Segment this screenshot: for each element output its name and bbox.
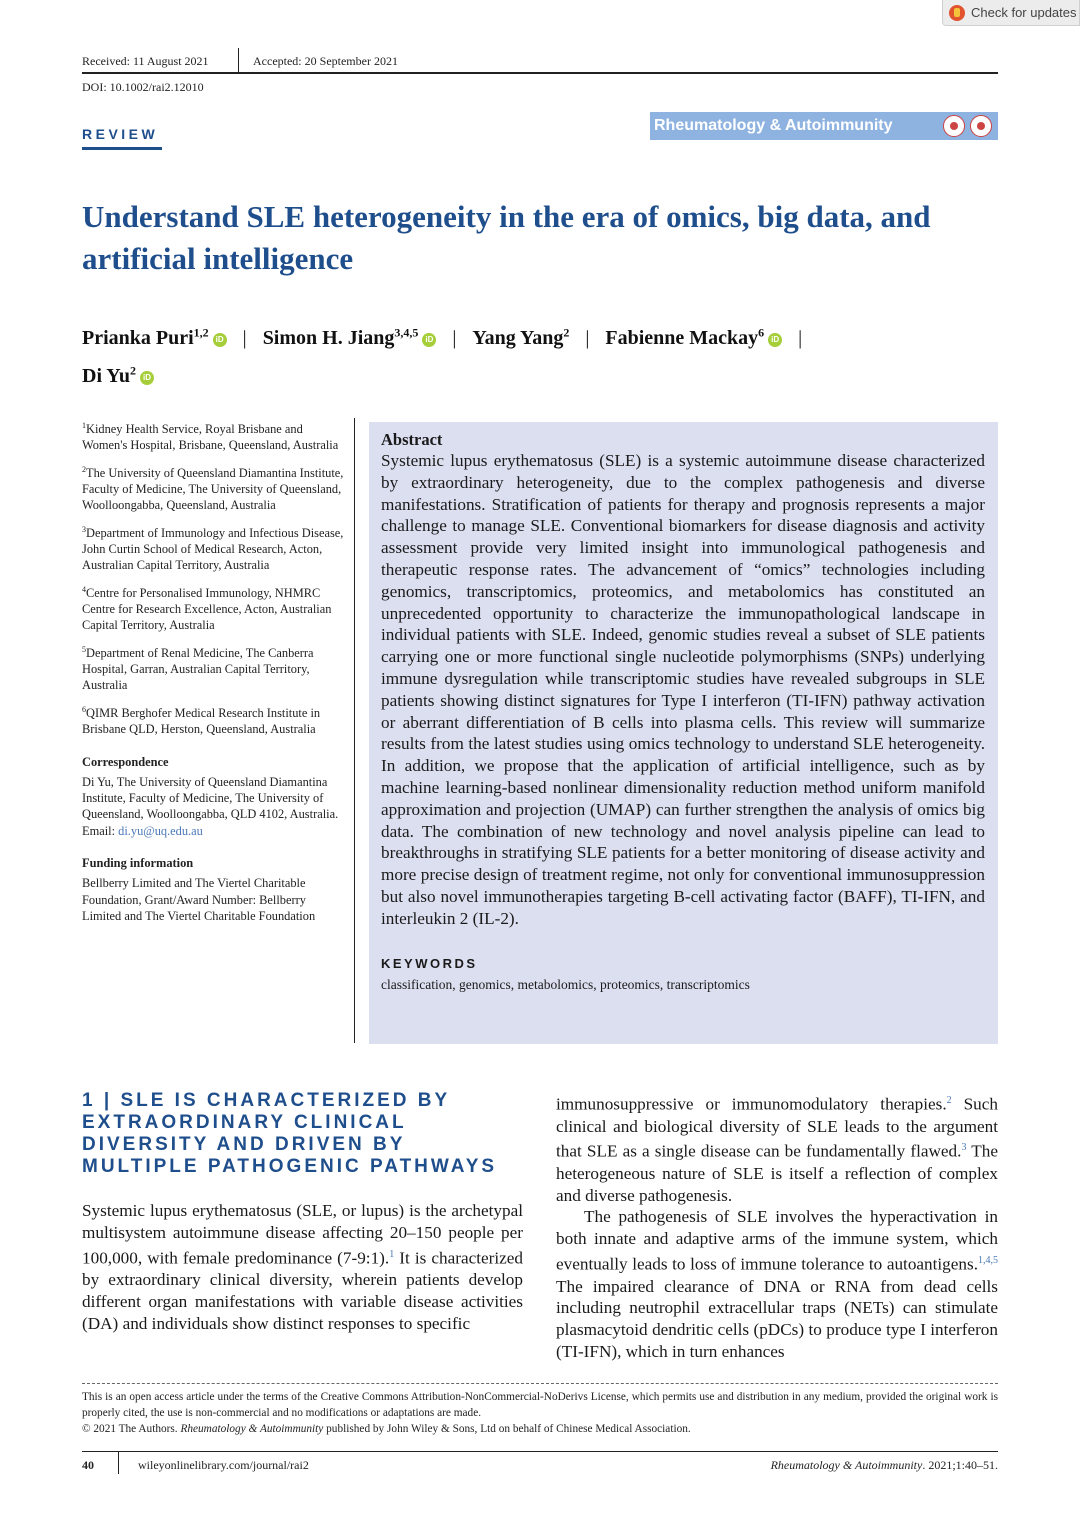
orcid-icon[interactable]: iD — [768, 333, 782, 347]
journal-banner-name: Rheumatology & Autoimmunity — [654, 117, 893, 134]
keywords: classification, genomics, metabolomics, proteomics, transcriptomics — [381, 976, 750, 992]
license-divider — [82, 1383, 998, 1384]
orcid-icon[interactable]: iD — [422, 333, 436, 347]
page-number: 40 — [82, 1458, 94, 1472]
article-type-underline — [82, 147, 162, 150]
citation-link[interactable]: 2 — [946, 1095, 952, 1106]
email-link[interactable]: di.yu@uq.edu.au — [118, 823, 203, 838]
paragraph: The pathogenesis of SLE involves the hyperactivation in both innate and adaptive arms of the immune system, which eventually leads to loss of immune tolerance to autoantigens.$^{1,4,5}$ The impaired clearance of DNA or RNA from dead cells including neutrophil extracellular traps (NETs) can stimulate plasmacytoid dendritic cells (pDCs) to produce type I interferon (TI-IFN), which in turn enhances — [556, 1207, 998, 1361]
citation-link[interactable]: 1 — [389, 1248, 395, 1260]
paragraph: immunosuppressive or immunomodulatory therapies.$^2$ Such clinical and biological diversity of SLE leads to the argument that SLE as a single disease can be fundamentally flawed.$^3$ The heterogeneous nature of SLE is itself a reflection of complex and diverse pathogenesis. — [556, 1094, 998, 1205]
author[interactable]: Prianka Puri$^{1,2}$ — [82, 325, 209, 349]
correspondence-heading: Correspondence — [82, 754, 169, 769]
affiliations-sidebar — [82, 418, 344, 924]
header-rule — [82, 72, 998, 74]
correspondence-email-line: Email: di.yu@uq.edu.au — [82, 823, 203, 838]
affiliation: $^6$QIMR Berghofer Medical Research Institute in Brisbane QLD, Herston, Queensland, Australia — [82, 704, 321, 737]
affiliation: $^2$The University of Queensland Diamantina Institute, Faculty of Medicine, The University of Queensland, Woolloongabba, Queensland, Australia — [82, 464, 344, 513]
author-list: Prianka Puri$^{1,2}$iD | Simon H. Jiang$^{3,4,5}$iD | Yang Yang$^2$ | Fabienne Mackay$^6$iD | Di Yu$^2$iD — [82, 325, 803, 388]
check-for-updates-label: Check for updates — [971, 5, 1077, 20]
sidebar-divider — [354, 418, 355, 1043]
footer-divider — [118, 1452, 119, 1474]
author[interactable]: Di Yu$^2$ — [82, 363, 136, 388]
body-column-left — [82, 1200, 523, 1335]
abstract-text: Systemic lupus erythematosus (SLE) is a systemic autoimmune disease characterized by extraordinary heterogeneity, due to the complex pathogenesis and diverse manifestations. Stratification of patients for therapy and prognosis represents a major challenge to manage SLE. Conventional biomarkers for disease diagnosis and activity assessment provide very limited insight into immunological pathogenesis and therapeutic response rates. The advancement of “omics” technologies including genomics, transcriptomics, proteomics, and metabolomics has constituted an unprecedented opportunity to characterize the immunopathological landscape in individual patients with SLE. Indeed, genomic studies reveal a subset of SLE patients carrying one or more functional single nucleotide polymorphisms (SNPs) underlying immune dysregulation while transcriptomic studies have revealed subgroups in SLE patients showing distinct signatures for Type I interferon (TI-IFN) pathway activation or aberrant differentiation of B cells into plasma cells. This review will summarize results from the latest studies using omics technology to understand SLE heterogeneity. In addition, we propose that the application of artificial intelligence, such as by machine learning-based nonlinear dimensionality reduction method uniform manifold approximation and projection (UMAP) can further strengthen the analysis of omics big data. The combination of new technology and novel analysis pipeline can lead to breakthroughs in stratifying SLE patients for a better monitoring of disease activity and more precise design of treatment regime, not only for conventional immunosuppression but also novel immunotherapies targeting B-cell activating factor (BAFF), TI-IFN, and interleukin 2 (IL-2). — [381, 451, 985, 928]
doi[interactable]: DOI: 10.1002/rai2.12010 — [82, 80, 204, 94]
paragraph: Systemic lupus erythematosus (SLE, or lupus) is the archetypal multisystem autoimmune disease affecting 20–150 people per 100,000, with female predominance (7-9:1).$^1$ It is characterized by extraordinary clinical diversity, wherein patients develop different organ manifestations with variable disease activities (DA) and individuals show distinct responses to specific — [82, 1201, 523, 1333]
section-heading: 1 | SLE IS CHARACTERIZED BY EXTRAORDINARY CLINICAL DIVERSITY AND DRIVEN BY MULTIPLE PATHOGENIC PATHWAYS — [82, 1090, 498, 1177]
author[interactable]: Fabienne Mackay$^6$ — [605, 325, 765, 349]
society-logo-icon — [943, 115, 965, 137]
association-logo-icon — [970, 115, 992, 137]
orcid-icon[interactable]: iD — [213, 333, 227, 347]
funding-text: Bellberry Limited and The Viertel Charitable Foundation, Grant/Award Number: Bellberry Limited and The Viertel Charitable Foundation — [82, 876, 316, 923]
license-notice: This is an open access article under the terms of the Creative Commons Attribution-NonCommercial-NoDerivs License, which permits use and distribution in any medium, provided the original work is properly cited, the use is non-commercial and no modifications or adaptations are made. © 2021 The Authors. Rheumatology & Autoimmunity published by John Wiley & Sons, Ltd on behalf of Chinese Medical Association. — [82, 1391, 998, 1436]
abstract-box — [369, 422, 998, 1044]
body-column-right — [556, 1090, 998, 1363]
affiliation: $^1$Kidney Health Service, Royal Brisbane and Women's Hospital, Brisbane, Queensland, Australia — [82, 421, 339, 453]
footer-rule — [82, 1451, 998, 1452]
article-title: Understand SLE heterogeneity in the era of omics, big data, and artificial intelligence — [82, 199, 931, 276]
check-for-updates-button[interactable] — [942, 0, 1080, 26]
affiliation: $^3$Department of Immunology and Infectious Disease, John Curtin School of Medical Research, Acton, Australian Capital Territory, Australia — [82, 524, 344, 573]
article-type: REVIEW — [82, 126, 159, 142]
journal-url[interactable]: wileyonlinelibrary.com/journal/rai2 — [138, 1458, 309, 1472]
funding-heading: Funding information — [82, 855, 194, 870]
citation-link[interactable]: 3 — [961, 1142, 967, 1154]
citation: Rheumatology & Autoimmunity. 2021;1:40–51. — [770, 1458, 998, 1472]
header-divider — [238, 48, 239, 72]
abstract-heading: Abstract — [381, 430, 443, 449]
orcid-icon[interactable]: iD — [140, 371, 154, 385]
citation-link[interactable]: 1,4,5 — [978, 1255, 998, 1267]
affiliation: $^5$Department of Renal Medicine, The Canberra Hospital, Garran, Australian Capital Territory, Australia — [82, 644, 314, 693]
accepted-date: Accepted: 20 September 2021 — [253, 54, 398, 68]
journal-banner — [650, 112, 998, 140]
affiliation: $^4$Centre for Personalised Immunology, NHMRC Centre for Research Excellence, Acton, Australian Capital Territory, Australia — [82, 584, 332, 633]
author[interactable]: Yang Yang$^2$ — [472, 325, 570, 349]
received-date: Received: 11 August 2021 — [82, 54, 209, 68]
author[interactable]: Simon H. Jiang$^{3,4,5}$ — [262, 325, 419, 349]
crossmark-icon — [949, 5, 965, 21]
keywords-heading: KEYWORDS — [381, 955, 478, 971]
correspondence-text: Di Yu, The University of Queensland Diamantina Institute, Faculty of Medicine, The University of Queensland, Woolloongabba, QLD 4102, Australia. — [82, 774, 339, 822]
